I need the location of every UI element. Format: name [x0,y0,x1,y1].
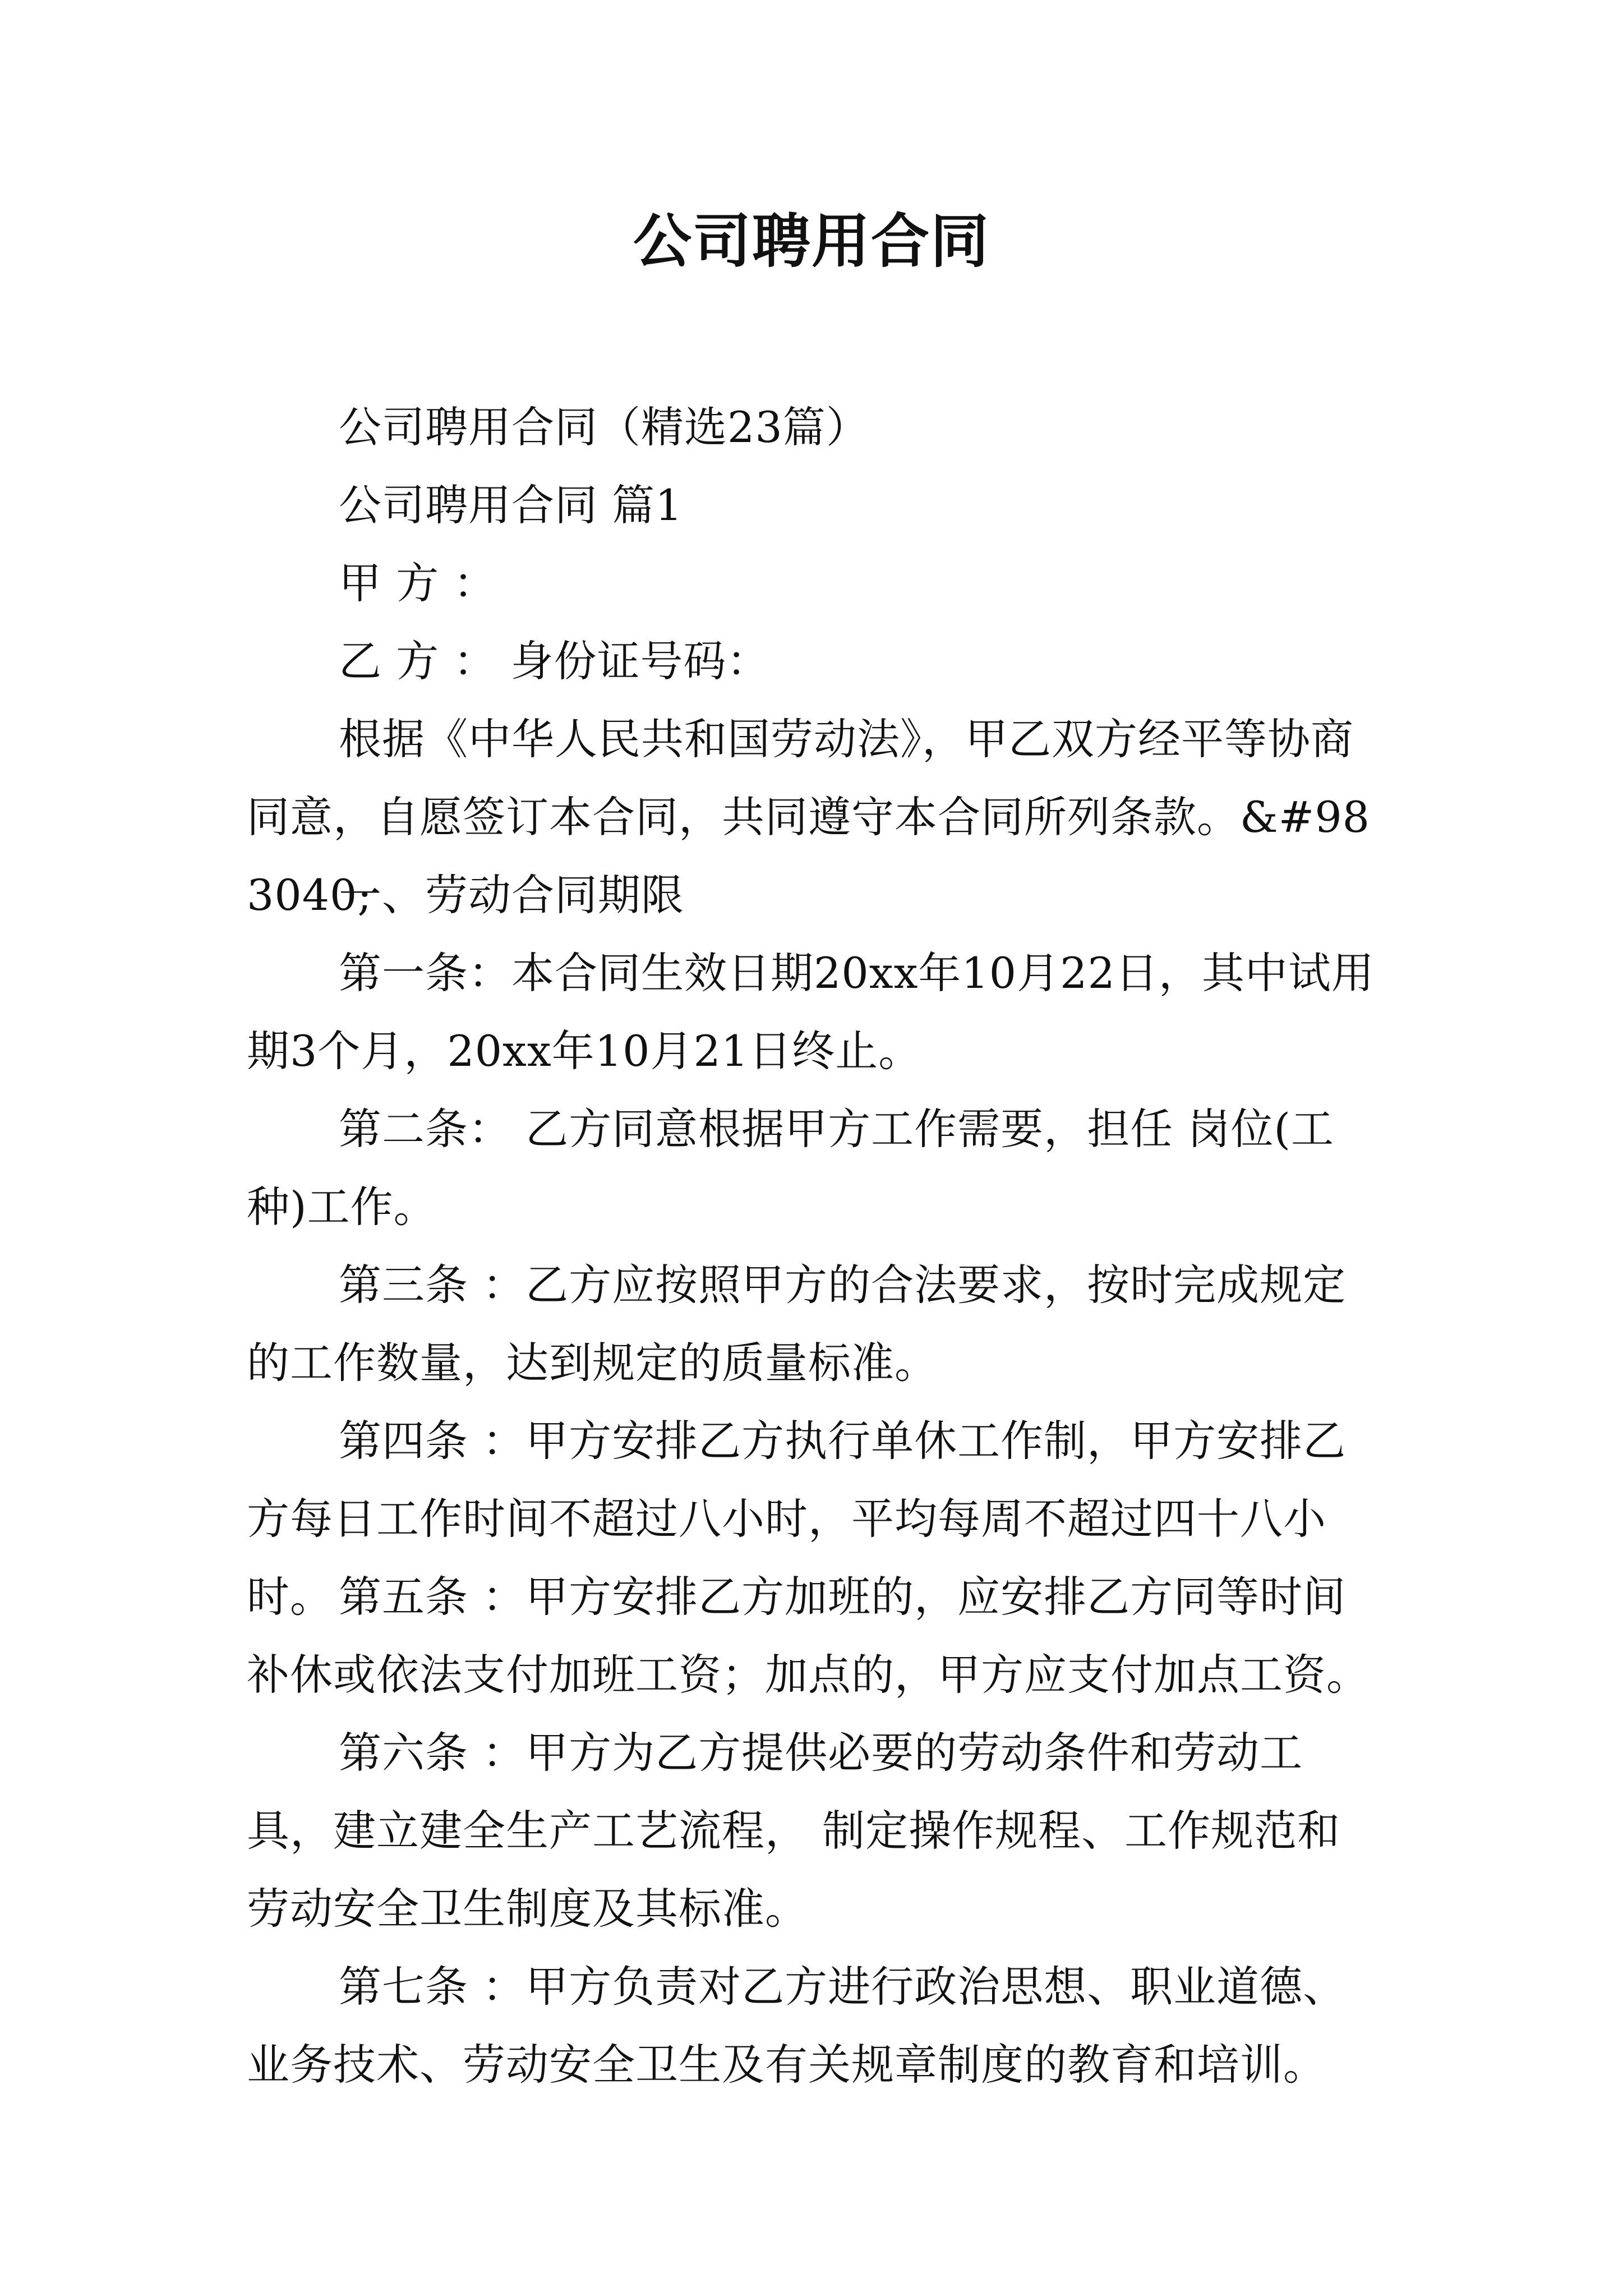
paragraph-party-a: 甲 方 ： [339,558,497,608]
paragraph-heading-term: 一、劳动合同期限 [339,870,684,920]
paragraph-party-b: 乙 方 ： 身份证号码： [339,636,770,686]
paragraph-section-label: 公司聘用合同 篇1 [339,480,683,530]
paragraph-subtitle: 公司聘用合同（精选23篇） [339,402,869,452]
paragraph-preamble: 根据《中华人民共和国劳动法》，甲乙双方经平等协商同意，自愿签订本合同，共同遵守本合同所列条款。&#983040; [247,714,1371,920]
paragraph-article-1: 第一条：本合同生效日期20xx年10月22日，其中试用期3个月，20xx年10月21日终止。 [247,948,1375,1076]
document-title: 公司聘用合同 [633,207,990,275]
paragraph-article-4: 第四条 ：甲方安排乙方执行单休工作制，甲方安排乙方每日工作时间不超过八小时，平均每周不超过四十八小时。 [247,1416,1347,1622]
paragraph-article-7: 第七条 ：甲方负责对乙方进行政治思想、职业道德、业务技术、劳动安全卫生及有关规章制度的教育和培训。 [247,1962,1347,2090]
paragraph-article-3: 第三条 ：乙方应按照甲方的合法要求，按时完成规定的工作数量，达到规定的质量标准。 [247,1260,1347,1388]
paragraph-article-5: 第五条 ：甲方安排乙方加班的，应安排乙方同等时间补休或依法支付加班工资；加点的，甲方应支付加点工资。 [247,1572,1370,1700]
paragraph-article-6: 第六条 ：甲方为乙方提供必要的劳动条件和劳动工具，建立建全生产工艺流程， 制定操作规程、工作规范和劳动安全卫生制度及其标准。 [247,1728,1341,1934]
paragraph-article-2: 第二条： 乙方同意根据甲方工作需要，担任 岗位(工种)工作。 [247,1104,1334,1232]
